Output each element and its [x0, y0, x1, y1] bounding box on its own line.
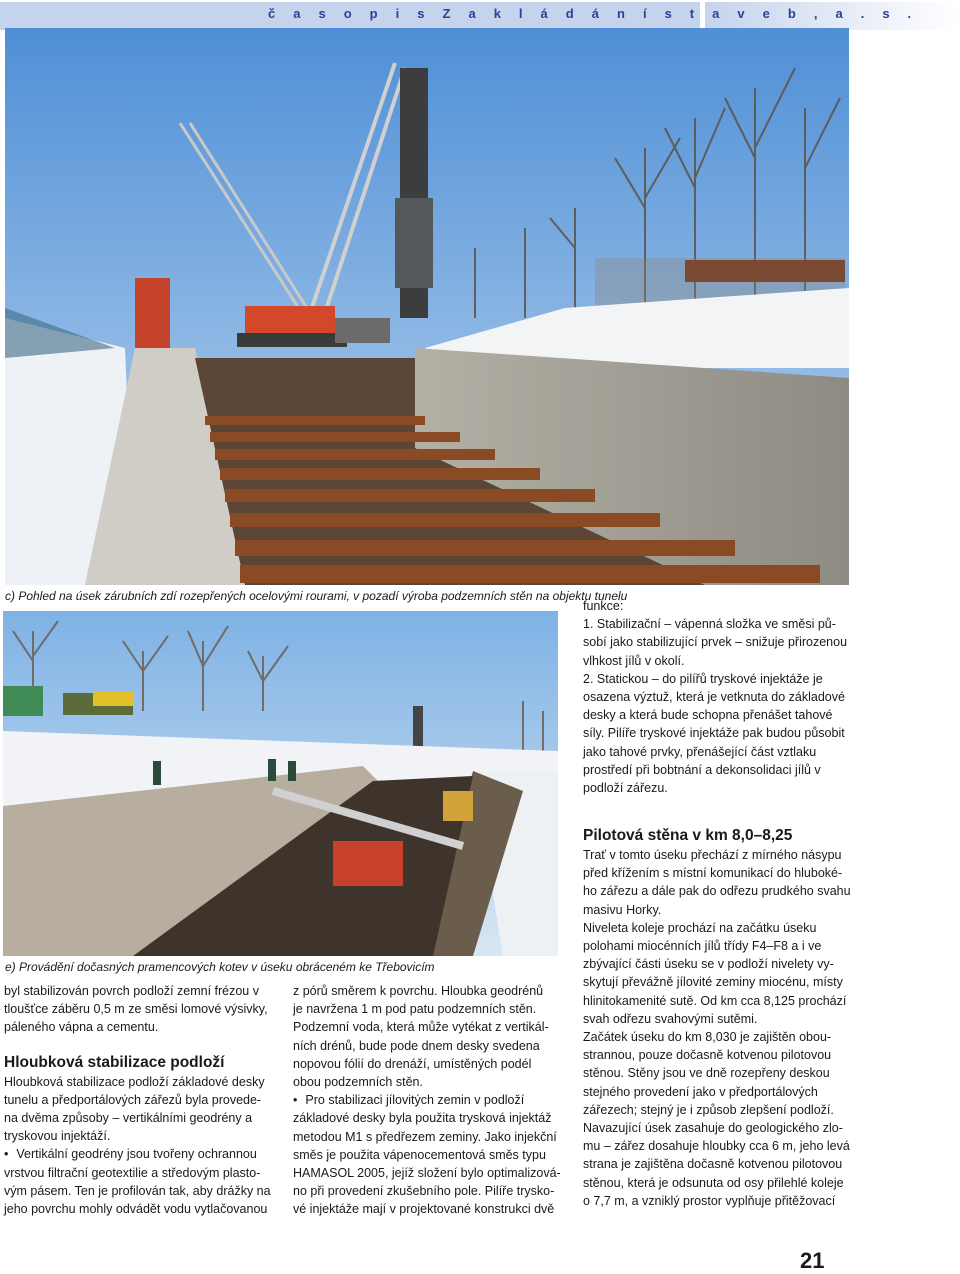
text-line: prostředí při bobtnání a dekonsolidaci jílů v	[583, 762, 821, 777]
text-line: vé injektáže mají v projektované konstrukci dvě	[293, 1202, 555, 1217]
text-line: 2. Statickou – do pilířů tryskové injektáže je	[583, 671, 823, 686]
section-heading-pile-wall: Pilotová stěna v km 8,0–8,25	[583, 827, 793, 844]
text-line: směs je použita vápenocementová směs typu	[293, 1147, 546, 1162]
text-line: Trať v tomto úseku přechází z mírného násypu	[583, 848, 842, 862]
right-top-text	[583, 597, 953, 797]
right-bottom-column	[583, 826, 953, 1210]
text-line: Niveleta koleje prochází na začátku úseku	[583, 920, 817, 935]
middle-column	[293, 982, 578, 1219]
text-line: na dvěma způsoby – vertikálními geodrény a	[4, 1111, 253, 1126]
bullet-text: Pro stabilizaci jílovitých zemin v podloží	[305, 1093, 525, 1108]
text-line: stejného provedení jako v předportálových	[583, 1084, 818, 1099]
text-line: podloží zářezu.	[583, 781, 668, 796]
text-line: tryskovou injektáží.	[4, 1129, 111, 1144]
text-line: vrstvou filtrační geotextilie a středovým plasto-	[4, 1165, 261, 1180]
text-line: o 7,7 m, a vzniklý prostor vyplňuje přitěžovací	[583, 1193, 836, 1208]
bullet-text: Vertikální geodrény jsou tvořeny ochrannou	[16, 1147, 257, 1162]
text-line: zářezech; stejný je i způsob zlepšení podloží.	[583, 1102, 834, 1117]
text-line: masivu Horky.	[583, 902, 662, 917]
text-line: desky a která bude schopna přenášet tahové	[583, 708, 833, 723]
text-line: byl stabilizován povrch podloží zemní frézou v	[4, 984, 259, 998]
text-line: sobí jako stabilizující prvek – snižuje přirozenou	[583, 635, 848, 650]
text-line: hlinitokamenité sutě. Od km cca 8,125 prochází	[583, 993, 847, 1008]
page-number: 21	[800, 1248, 825, 1273]
photo-anchor-drilling	[3, 611, 558, 956]
text-line: ho zářezu a dále pak do odřezu prudkého svahu	[583, 884, 851, 899]
text-line: Navazující úsek zasahuje do geologického zlo-	[583, 1121, 843, 1136]
section-heading-deep-stabilization: Hloubková stabilizace podloží	[4, 1053, 225, 1071]
text-line: nopovou fólií do drenáží, umístěných podél	[293, 1056, 532, 1071]
text-line: vlhkost jílů v okolí.	[583, 653, 685, 668]
text-line: síly. Pilíře tryskové injektáže pak budou působit	[583, 726, 845, 741]
text-line: základové desky byla použita trysková injektáž	[293, 1111, 552, 1126]
text-line: no při provedení zkušebního pole. Pilíře trysko-	[293, 1184, 555, 1199]
magazine-title: č a s o p i s Z a k l á d á n í s t a v e b , a . s .	[268, 6, 919, 21]
text-line: osazena výztuž, která je vetknuta do základové	[583, 690, 845, 705]
text-line: z pórů směrem k povrchu. Hloubka geodrénů	[293, 984, 544, 998]
photo-retaining-walls	[5, 28, 849, 585]
text-line: stěnou, která je odsunuta od osy přilehlé koleje	[583, 1175, 844, 1190]
bullet-line	[293, 1091, 578, 1109]
text-line: zbývající části úseku se v podloží nivelety vy-	[583, 957, 834, 972]
text-line: strana je zajištěna dočasně kotvenou pilotovou	[583, 1157, 843, 1172]
text-line: tunelu a předportálových zářezů byla provede-	[4, 1092, 262, 1107]
text-line: polohami miocénních jílů třídy F4–F8 a i ve	[583, 939, 822, 954]
text-line: je navržena 1 m pod patu podzemních stěn.	[293, 1002, 537, 1017]
text-line: funkce:	[583, 599, 624, 613]
text-line: ních drénů, bude pode dnem desky svedena	[293, 1038, 540, 1053]
text-line: tloušťce záběru 0,5 m ze směsi lomové výsivky,	[4, 1002, 268, 1017]
text-line: HAMASOL 2005, jejíž složení bylo optimalizová-	[293, 1166, 561, 1181]
text-line: svah odřezu svahovými sutěmi.	[583, 1011, 758, 1026]
text-line: Podzemní voda, která může vytékat z vertikál-	[293, 1020, 549, 1035]
text-line: Hloubková stabilizace podloží základové desky	[4, 1074, 265, 1089]
text-line: mu – zářez dosahuje hloubky cca 6 m, jeho levá	[583, 1139, 850, 1154]
text-line: 1. Stabilizační – vápenná složka ve směsi pů-	[583, 617, 836, 632]
text-line: jako tahové prvky, přenášející část vztlaku	[583, 744, 817, 759]
text-line: skytují převážně jílovité zeminy miocénu, místy	[583, 975, 843, 990]
text-line: strannou, pouze dočasně kotvenou pilotovou	[583, 1048, 832, 1063]
text-line: stěnou. Stěny jsou ve dně rozepřeny deskou	[583, 1066, 830, 1081]
figure-caption-c: c) Pohled na úsek zárubních zdí rozepřených ocelovými rourami, v pozadí výroba podzemních stěn na objektu tunelu	[5, 589, 628, 603]
text-line: metodou M1 s předřezem zeminy. Jako injekční	[293, 1129, 557, 1144]
bullet-line	[4, 1145, 289, 1163]
text-line: před křížením s místní komunikací do hluboké-	[583, 866, 843, 881]
text-line: jeho povrchu mohly odvádět vodu vytlačovanou	[4, 1202, 268, 1217]
text-line: obou podzemních stěn.	[293, 1075, 423, 1090]
text-line: vým pásem. Ten je profilován tak, aby drážky na	[4, 1183, 271, 1198]
text-line: páleného vápna a cementu.	[4, 1020, 159, 1035]
left-column	[4, 982, 289, 1218]
figure-caption-e: e) Provádění dočasných pramencových kotev v úseku obráceném ke Třebovicím	[5, 960, 435, 974]
text-line: Začátek úseku do km 8,030 je zajištěn obou-	[583, 1030, 832, 1045]
